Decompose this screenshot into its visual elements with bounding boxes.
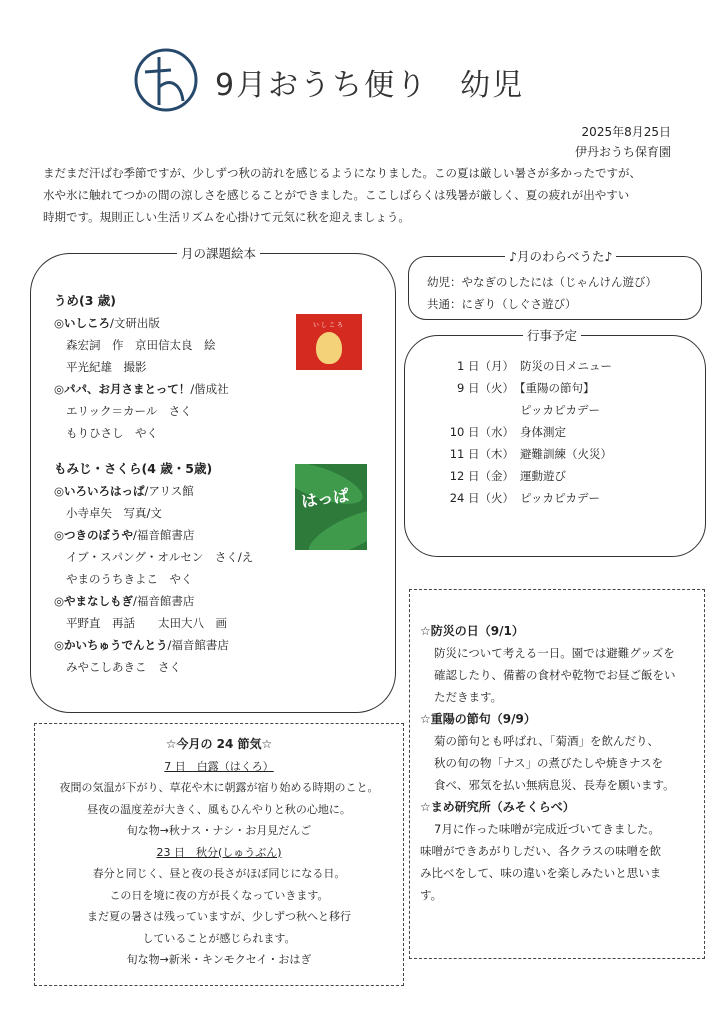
topics-box <box>409 589 705 959</box>
topic-line: 確認したり、備蓄の食材や乾物でお昼ご飯をい <box>434 668 676 682</box>
book-title: ◎いろいろはっぱ <box>54 484 145 498</box>
page-title: 9月おうち便り 幼児 <box>215 68 525 103</box>
book-publisher: /アリス館 <box>144 484 194 498</box>
book-entry <box>54 524 253 546</box>
book-title: ◎いしころ <box>54 316 111 330</box>
cover-title: いしころ <box>312 322 345 329</box>
book-credit: 平野直 再話 太田大八 画 <box>66 616 227 630</box>
event-date: 11 日（木） <box>449 447 514 461</box>
book-credit: やまのうちきよこ やく <box>66 572 193 586</box>
book-publisher: /福音館書店 <box>133 528 195 542</box>
book-title: ◎つきのぼうや <box>54 528 134 542</box>
event-name: ピッカピカデー <box>520 491 601 505</box>
picture-books-list <box>54 290 253 678</box>
book-entry <box>54 312 253 334</box>
book-credit: 平光紀雄 撮影 <box>66 360 147 374</box>
book-credit: 森宏詞 作 京田信太良 絵 <box>66 338 216 352</box>
book-title: ◎パパ、お月さまとって！ <box>54 382 191 396</box>
book-cover-iroiro-happa <box>295 464 367 550</box>
picture-books-title: 月の課題絵本 <box>177 244 260 262</box>
topic-line: 7月に作った味噌が完成近づいてきました。 <box>434 822 660 836</box>
picture-books-box <box>30 246 396 713</box>
book-publisher: /偕成社 <box>190 382 229 396</box>
age-group-title: もみじ・さくら(4 歳・5歳) <box>54 461 213 476</box>
book-credit: もりひさし やく <box>66 426 158 440</box>
solar-terms-box <box>34 723 404 986</box>
topic-line: み比べをして、味の違いを楽しみたいと思いま <box>420 866 662 880</box>
book-title: ◎かいちゅうでんとう <box>54 638 168 652</box>
topic-heading: ☆防災の日（9/1） <box>420 624 524 638</box>
book-cover-ishiro <box>296 314 362 370</box>
book-entry <box>54 378 253 400</box>
nursery-logo-icon <box>133 47 199 113</box>
solar-term-line: 昼夜の温度差が大きく、風もひんやりと秋の心地に。 <box>87 802 351 816</box>
events-title: 行事予定 <box>523 326 581 344</box>
book-entry <box>54 590 253 612</box>
intro-line: 時期です。規則正しい生活リズムを心掛けて元気に秋を迎えましょう。 <box>43 210 410 224</box>
stone-illustration <box>316 332 342 364</box>
solar-terms-title: ☆今月の 24 節気☆ <box>165 737 273 751</box>
topic-line: す。 <box>420 888 443 902</box>
solar-term-heading: 7 日 白露（はくろ） <box>164 759 274 773</box>
event-name: 運動遊び <box>520 469 566 483</box>
event-name: 避難訓練（火災） <box>520 447 612 461</box>
topic-line: 秋の旬の物「ナス」の煮びたしや焼きナスを <box>434 756 664 770</box>
intro-line: 水や氷に触れてつかの間の涼しさを感じることができました。ここしばらくは残暑が厳しく、夏の疲れが出やすい <box>43 188 630 202</box>
topic-heading: ☆重陽の節句（9/9） <box>420 712 536 726</box>
book-publisher: /文研出版 <box>110 316 160 330</box>
topic-line: 防災について考える一日。園では避難グッズを <box>434 646 675 660</box>
topic-line: 菊の節句とも呼ばれ、「菊酒」を飲んだり、 <box>434 734 659 748</box>
event-date: 10 日（水） <box>449 425 514 439</box>
book-credit: 小寺卓矢 写真/文 <box>66 506 162 520</box>
event-name: 【重陽の節句】 <box>514 381 595 395</box>
warabeuta-box <box>408 249 702 320</box>
song-line: 幼児：やなぎのしたには（じゃんけん遊び） <box>427 275 657 289</box>
topic-line: 味噌ができあがりしだい、各クラスの味噌を飲 <box>420 844 662 858</box>
book-entry <box>54 480 253 502</box>
book-publisher: /福音館書店 <box>167 638 229 652</box>
solar-term-line: 旬な物→秋ナス・ナシ・お月見だんご <box>126 824 312 837</box>
event-name: 身体測定 <box>520 425 566 439</box>
intro-line: まだまだ汗ばむ季節ですが、少しずつ秋の訪れを感じるようになりました。この夏は厳しい暑さが多かったですが、 <box>43 166 641 180</box>
events-schedule-box <box>404 328 706 557</box>
cover-title: はっぱ <box>300 485 351 512</box>
solar-term-heading: 23 日 秋分(しゅうぶん) <box>156 845 282 859</box>
solar-term-line: この日を境に夜の方が長くなっていきます。 <box>109 888 329 902</box>
event-date: 1 日（月） <box>457 359 514 373</box>
solar-term-line: まだ夏の暑さは残っていますが、少しずつ秋へと移行 <box>87 910 351 923</box>
intro-paragraph <box>43 162 683 228</box>
event-name: ピッカピカデー <box>520 403 601 417</box>
topic-heading: ☆まめ研究所（みそくらべ） <box>420 800 575 814</box>
book-credit: みやこしあきこ さく <box>66 660 181 674</box>
solar-term-line: 夜間の気温が下がり、草花や木に朝露が宿り始める時期のこと。 <box>59 781 379 794</box>
solar-term-line: 春分と同じく、昼と夜の長さがほぼ同じになる日。 <box>92 867 346 880</box>
event-date: 9 日（火） <box>457 381 514 395</box>
event-name: 防災の日メニュー <box>520 359 612 373</box>
book-credit: エリック＝カール さく <box>66 404 192 418</box>
warabeuta-title: ♪月のわらべうた♪ <box>505 247 616 265</box>
topic-line: 食べ、邪気を払い無病息災、長寿を願います。 <box>434 778 675 792</box>
book-title: ◎やまなしもぎ <box>54 594 134 608</box>
issue-date: 2025年8月25日 <box>581 125 671 139</box>
event-date: 24 日（火） <box>449 491 514 505</box>
book-credit: イブ・スパング・オルセン さく/え <box>66 550 254 564</box>
book-publisher: /福音館書店 <box>133 594 195 608</box>
book-entry <box>54 634 253 656</box>
song-line: 共通：にぎり（しぐさ遊び） <box>427 297 577 311</box>
school-name: 伊丹おうち保育園 <box>574 145 671 159</box>
age-group-title: うめ(3 歳) <box>54 293 116 308</box>
topic-line: ただきます。 <box>434 690 503 704</box>
solar-term-line: していることが感じられます。 <box>142 931 296 945</box>
event-date: 12 日（金） <box>449 469 514 483</box>
solar-term-line: 旬な物→新米・キンモクセイ・おはぎ <box>126 953 312 966</box>
